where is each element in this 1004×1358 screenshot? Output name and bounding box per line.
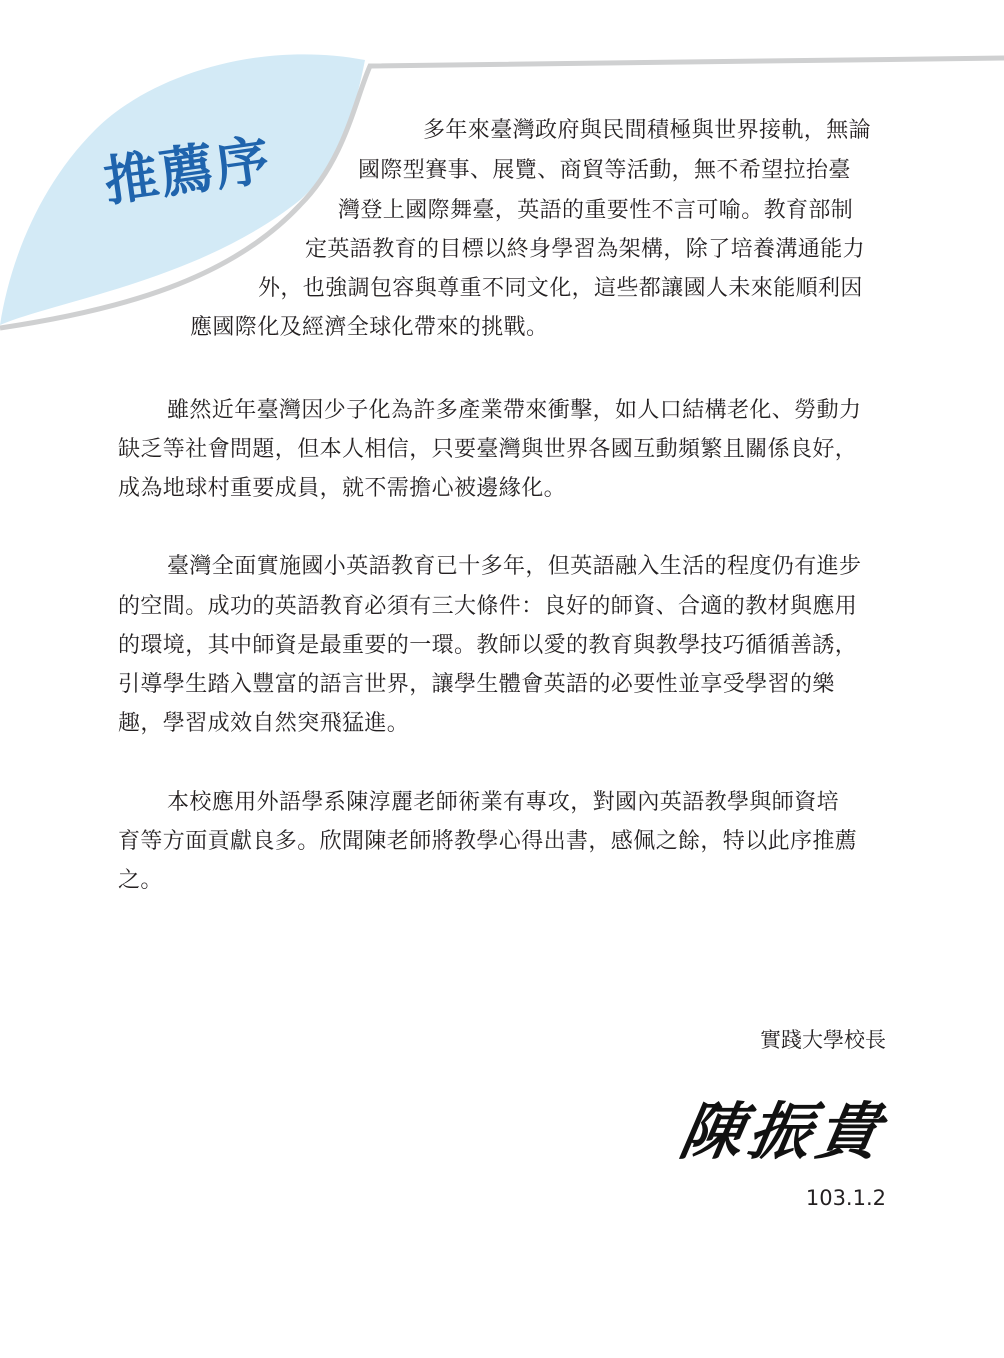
signature-date: 103.1.2 (805, 1186, 886, 1210)
paragraph-3-line-4: 引導學生踏入豐富的語言世界，讓學生體會英語的必要性並享受學習的樂 (118, 672, 835, 697)
page-title: 推薦序 (100, 127, 276, 214)
paragraph-1-line-5: 外，也強調包容與尊重不同文化，這些都讓國人未來能順利因 (258, 276, 863, 301)
paragraph-4-line-1: 本校應用外語學系陳淳麗老師術業有專攻，對國內英語教學與師資培 (167, 790, 840, 815)
paragraph-3-line-5: 趣，學習成效自然突飛猛進。 (118, 711, 410, 736)
paragraph-3-line-2: 的空間。成功的英語教育必須有三大條件：良好的師資、合適的教材與應用 (118, 594, 858, 619)
handwritten-signature: 陳振貴 (674, 1095, 892, 1168)
paragraph-4-line-2: 育等方面貢獻良多。欣聞陳老師將教學心得出書，感佩之餘，特以此序推薦 (118, 829, 858, 854)
paragraph-2-line-3: 成為地球村重要成員，就不需擔心被邊緣化。 (118, 476, 567, 501)
signatory-title: 實踐大學校長 (760, 1028, 886, 1052)
paragraph-3-line-1: 臺灣全面實施國小英語教育已十多年，但英語融入生活的程度仍有進步 (167, 554, 862, 579)
signature-block (760, 1026, 886, 1054)
paragraph-1-line-3: 灣登上國際舞臺，英語的重要性不言可喻。教育部制 (338, 198, 854, 223)
paragraph-1-line-2: 國際型賽事、展覽、商貿等活動，無不希望拉抬臺 (358, 158, 851, 183)
paragraph-3-line-3: 的環境，其中師資是最重要的一環。教師以愛的教育與教學技巧循循善誘， (118, 633, 858, 658)
paragraph-4-line-3: 之。 (118, 868, 163, 893)
paragraph-2-line-2: 缺乏等社會問題，但本人相信，只要臺灣與世界各國互動頻繁且關係良好， (118, 437, 858, 462)
paragraph-1-line-6: 應國際化及經濟全球化帶來的挑戰。 (190, 315, 549, 340)
paragraph-1-line-1: 多年來臺灣政府與民間積極與世界接軌，無論 (423, 118, 872, 143)
paragraph-2-line-1: 雖然近年臺灣因少子化為許多產業帶來衝擊，如人口結構老化、勞動力 (167, 398, 862, 423)
paragraph-1-line-4: 定英語教育的目標以終身學習為架構，除了培養溝通能力 (305, 237, 866, 262)
